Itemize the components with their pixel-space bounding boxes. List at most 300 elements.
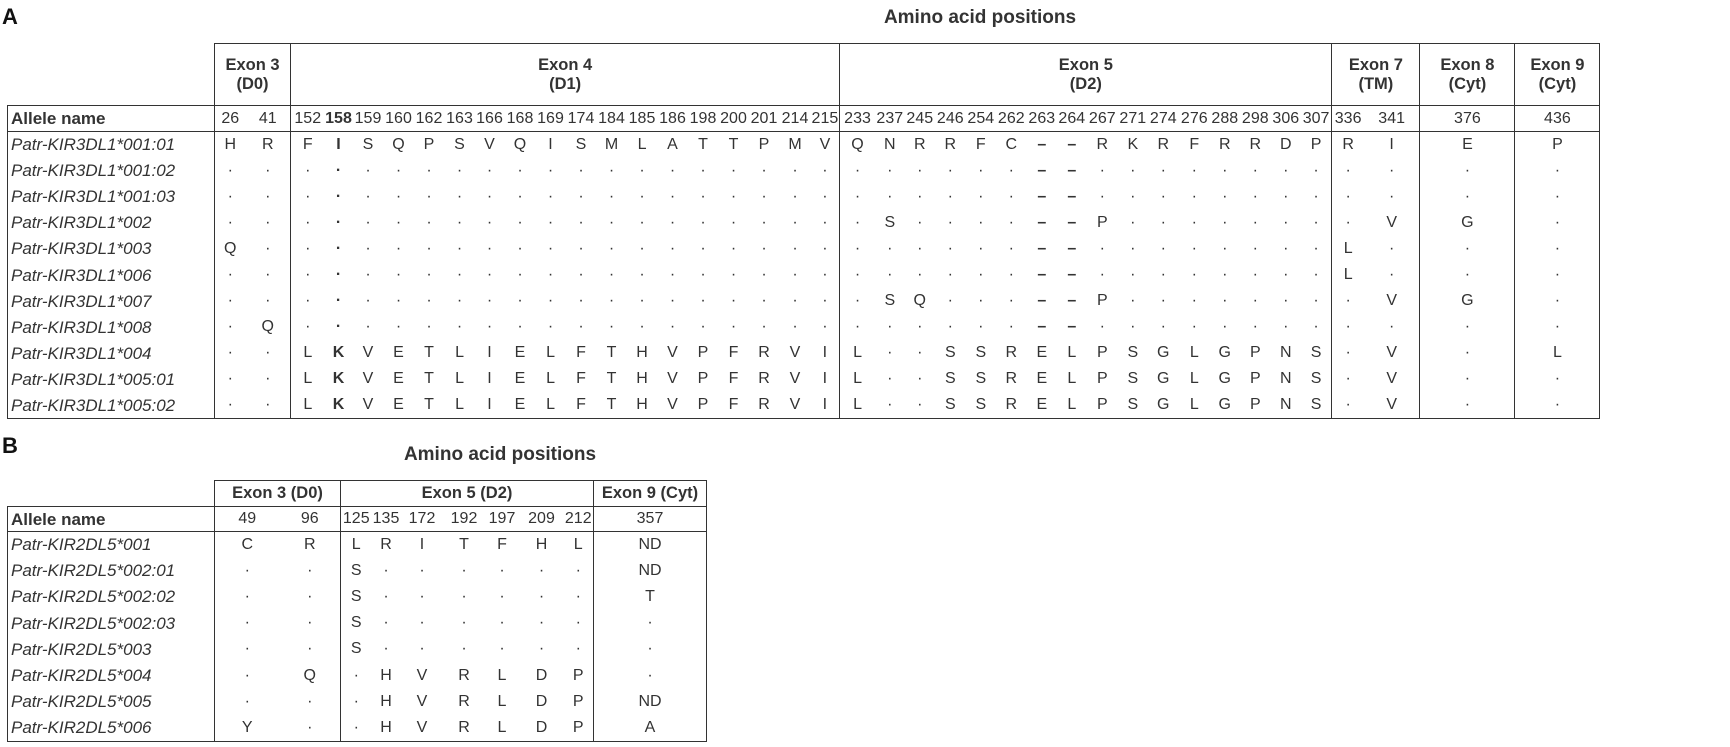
- residue-436: ·: [1515, 366, 1600, 392]
- residue-198: P: [697, 344, 709, 362]
- residue-168: ·: [517, 213, 523, 231]
- position-271: 271: [1118, 106, 1148, 132]
- residue-306: D: [1271, 132, 1301, 158]
- residue-174: ·: [578, 161, 584, 179]
- position-200: 200: [719, 106, 749, 132]
- residue-125: ·: [341, 715, 372, 741]
- residue-214: ·: [792, 239, 798, 257]
- position-262: 262: [996, 106, 1027, 132]
- allele-name: Patr-KIR2DL5*002:01: [8, 558, 215, 584]
- residue-288: ·: [1222, 213, 1228, 231]
- residue-186: ·: [669, 292, 676, 310]
- residue-436: L: [1515, 340, 1600, 366]
- allele-row: [8, 314, 1600, 340]
- residue-159: ·: [365, 318, 371, 336]
- residue-254: S: [966, 392, 996, 418]
- residue-376: ·: [1420, 184, 1515, 210]
- residue-436: ·: [1515, 392, 1600, 418]
- position-169: 169: [536, 106, 566, 132]
- residue-185: H: [636, 370, 648, 388]
- residue-159: ·: [365, 213, 371, 231]
- residue-306: ·: [1283, 292, 1289, 310]
- residue-267: ·: [1099, 239, 1105, 257]
- residue-436: ·: [1515, 288, 1600, 314]
- residue-233: ·: [840, 262, 875, 288]
- residue-163: ·: [456, 239, 463, 257]
- residue-336: R: [1332, 132, 1364, 158]
- residue-158: K: [325, 392, 353, 418]
- residue-201: R: [758, 344, 770, 362]
- residue-174: ·: [578, 318, 584, 336]
- residue-174: F: [576, 344, 586, 362]
- residue-264: –: [1067, 239, 1077, 257]
- residue-186: V: [658, 392, 688, 418]
- residue-192: R: [458, 692, 470, 710]
- residue-135: ·: [383, 587, 389, 605]
- residue-336: ·: [1332, 184, 1364, 210]
- residue-237: ·: [887, 239, 893, 257]
- position-192: 192: [444, 507, 485, 532]
- residue-168: ·: [517, 292, 523, 310]
- residue-162: ·: [426, 318, 432, 336]
- residue-201: ·: [761, 239, 767, 257]
- residue-160: E: [393, 370, 404, 388]
- residue-214: M: [780, 132, 811, 158]
- residue-336: ·: [1332, 314, 1364, 340]
- residue-174: S: [566, 132, 597, 158]
- residue-233: ·: [840, 210, 875, 236]
- residue-172: ·: [419, 587, 425, 605]
- residue-274: ·: [1160, 161, 1166, 179]
- residue-267: ·: [1099, 318, 1105, 336]
- residue-186: ·: [669, 213, 676, 231]
- exon-domain: (D2): [1069, 74, 1102, 93]
- residue-237: ·: [875, 392, 905, 418]
- residue-215: ·: [822, 187, 828, 205]
- allele-name: Patr-KIR2DL5*001: [8, 532, 215, 558]
- residue-192: T: [444, 532, 485, 558]
- residue-174: ·: [578, 213, 584, 231]
- residue-267: P: [1096, 213, 1108, 231]
- allele-name: Patr-KIR3DL1*004: [8, 340, 215, 366]
- residue-135: ·: [383, 561, 389, 579]
- residue-271: ·: [1130, 318, 1136, 336]
- residue-169: ·: [547, 187, 554, 205]
- position-237: 237: [875, 106, 905, 132]
- residue-233: ·: [840, 184, 875, 210]
- allele-row: [8, 689, 707, 715]
- residue-276: L: [1189, 344, 1199, 362]
- residue-274: G: [1157, 344, 1170, 362]
- residue-436: ·: [1515, 314, 1600, 340]
- residue-245: ·: [917, 344, 923, 362]
- residue-197: ·: [499, 587, 505, 605]
- allele-name: Patr-KIR3DL1*005:02: [8, 392, 215, 418]
- residue-288: ·: [1222, 266, 1228, 284]
- residue-186: A: [658, 132, 688, 158]
- residue-262: R: [1005, 370, 1018, 388]
- residue-185: ·: [639, 239, 645, 257]
- residue-336: L: [1332, 236, 1364, 262]
- residue-271: K: [1118, 132, 1148, 158]
- residue-166: ·: [486, 213, 493, 231]
- residue-198: ·: [700, 318, 706, 336]
- residue-245: ·: [917, 239, 923, 257]
- residue-169: L: [546, 370, 555, 388]
- position-186: 186: [658, 106, 688, 132]
- residue-341: V: [1386, 344, 1397, 362]
- residue-174: ·: [578, 187, 584, 205]
- residue-159: V: [353, 392, 384, 418]
- residue-306: N: [1280, 344, 1292, 362]
- exon-domain: (Cyt): [1448, 74, 1487, 93]
- residue-163: L: [445, 392, 475, 418]
- residue-135: ·: [383, 614, 389, 632]
- residue-197: ·: [499, 561, 505, 579]
- residue-264: L: [1067, 344, 1077, 362]
- residue-215: I: [811, 392, 840, 418]
- residue-41: ·: [265, 187, 271, 205]
- residue-215: ·: [822, 161, 828, 179]
- residue-163: ·: [456, 318, 463, 336]
- residue-264: –: [1067, 318, 1077, 336]
- residue-336: L: [1332, 262, 1364, 288]
- position-215: 215: [811, 106, 840, 132]
- residue-159: V: [362, 344, 374, 362]
- residue-215: I: [822, 344, 828, 362]
- residue-262: ·: [1008, 239, 1014, 257]
- position-264: 264: [1057, 106, 1087, 132]
- residue-169: L: [546, 344, 555, 362]
- position-376: 376: [1420, 106, 1515, 132]
- residue-198: ·: [700, 187, 706, 205]
- exon-header: [1420, 44, 1515, 106]
- residue-174: ·: [578, 239, 584, 257]
- allele-row: [8, 366, 1600, 392]
- panel-a-label: A: [2, 4, 18, 29]
- residue-198: ·: [700, 213, 706, 231]
- residue-185: ·: [639, 213, 645, 231]
- residue-288: R: [1210, 132, 1240, 158]
- residue-214: V: [780, 392, 811, 418]
- residue-246: ·: [947, 266, 953, 284]
- residue-184: T: [597, 392, 627, 418]
- residue-376: G: [1420, 288, 1515, 314]
- residue-162: ·: [426, 239, 432, 257]
- residue-341: ·: [1388, 318, 1395, 336]
- residue-41: ·: [265, 239, 271, 257]
- position-163: 163: [445, 106, 475, 132]
- residue-254: ·: [978, 266, 984, 284]
- residue-172: I: [401, 532, 444, 558]
- residue-168: Q: [505, 132, 536, 158]
- residue-215: V: [811, 132, 840, 158]
- residue-168: E: [514, 370, 526, 388]
- residue-264: L: [1057, 392, 1087, 418]
- residue-158: ·: [335, 318, 342, 336]
- residue-162: ·: [426, 161, 432, 179]
- residue-26: ·: [215, 158, 246, 184]
- residue-436: ·: [1515, 158, 1600, 184]
- residue-263: E: [1036, 370, 1048, 388]
- residue-160: ·: [395, 266, 402, 284]
- exon-header: [291, 44, 840, 106]
- residue-186: ·: [669, 187, 676, 205]
- residue-267: P: [1096, 344, 1108, 362]
- residue-166: ·: [486, 266, 493, 284]
- allele-name: Patr-KIR3DL1*002: [8, 210, 215, 236]
- position-233: 233: [840, 106, 875, 132]
- residue-163: ·: [456, 292, 463, 310]
- residue-26: ·: [215, 340, 246, 366]
- residue-237: ·: [887, 318, 893, 336]
- residue-209: D: [535, 692, 548, 710]
- residue-197: F: [485, 532, 520, 558]
- residue-162: T: [424, 344, 434, 362]
- residue-264: –: [1067, 187, 1077, 205]
- residue-169: ·: [547, 266, 554, 284]
- residue-264: –: [1067, 266, 1077, 284]
- residue-215: ·: [822, 266, 828, 284]
- residue-263: E: [1036, 344, 1048, 362]
- residue-307: S: [1301, 392, 1332, 418]
- residue-168: ·: [517, 239, 523, 257]
- residue-201: R: [758, 370, 770, 388]
- residue-214: ·: [792, 187, 798, 205]
- residue-307: S: [1310, 370, 1322, 388]
- residue-306: ·: [1283, 266, 1289, 284]
- header-blank: [8, 481, 215, 507]
- position-184: 184: [597, 106, 627, 132]
- residue-198: ·: [700, 161, 706, 179]
- residue-298: P: [1240, 392, 1271, 418]
- position-298: 298: [1240, 106, 1271, 132]
- residue-184: ·: [608, 239, 615, 257]
- position-135: 135: [372, 507, 401, 532]
- residue-298: R: [1240, 132, 1271, 158]
- allele-row: [8, 558, 707, 584]
- residue-214: ·: [792, 213, 798, 231]
- residue-276: ·: [1191, 266, 1197, 284]
- exon-domain: (TM): [1358, 74, 1394, 93]
- residue-245: ·: [917, 318, 923, 336]
- residue-174: ·: [578, 266, 584, 284]
- residue-233: L: [840, 392, 875, 418]
- residue-215: ·: [822, 239, 828, 257]
- allele-name: Patr-KIR3DL1*008: [8, 314, 215, 340]
- residue-274: ·: [1160, 266, 1166, 284]
- residue-276: ·: [1191, 187, 1197, 205]
- residue-336: ·: [1332, 158, 1364, 184]
- residue-298: ·: [1252, 318, 1258, 336]
- residue-49: ·: [215, 558, 280, 584]
- residue-49: ·: [215, 689, 280, 715]
- residue-166: ·: [486, 318, 493, 336]
- residue-376: ·: [1420, 314, 1515, 340]
- position-125: 125: [341, 507, 372, 532]
- residue-298: ·: [1252, 292, 1258, 310]
- residue-271: S: [1118, 392, 1148, 418]
- exon-header: [594, 481, 707, 507]
- residue-200: ·: [730, 292, 737, 310]
- residue-125: ·: [341, 662, 372, 688]
- allele-name: Patr-KIR3DL1*003: [8, 236, 215, 262]
- residue-262: R: [1005, 344, 1018, 362]
- residue-192: ·: [461, 587, 467, 605]
- exon-header: [341, 481, 594, 507]
- residue-192: ·: [461, 640, 467, 658]
- residue-166: ·: [486, 161, 493, 179]
- residue-158: ·: [335, 213, 342, 231]
- residue-198: ·: [700, 266, 706, 284]
- residue-152: ·: [291, 314, 325, 340]
- residue-201: ·: [761, 318, 767, 336]
- residue-307: ·: [1313, 213, 1319, 231]
- residue-201: ·: [761, 213, 767, 231]
- allele-name: Patr-KIR3DL1*005:01: [8, 366, 215, 392]
- residue-197: L: [497, 692, 507, 710]
- residue-254: S: [975, 370, 987, 388]
- exon-header: [1515, 44, 1600, 106]
- residue-276: ·: [1191, 292, 1197, 310]
- residue-288: G: [1218, 344, 1231, 362]
- residue-274: ·: [1160, 239, 1166, 257]
- residue-163: ·: [456, 161, 463, 179]
- exon-name: Exon 9: [1530, 55, 1585, 74]
- residue-271: ·: [1130, 266, 1136, 284]
- residue-125: S: [341, 610, 372, 636]
- residue-201: R: [749, 392, 780, 418]
- residue-41: ·: [265, 213, 271, 231]
- residue-159: ·: [365, 292, 371, 310]
- residue-152: L: [291, 366, 325, 392]
- residue-274: ·: [1160, 187, 1166, 205]
- residue-26: ·: [215, 392, 246, 418]
- residue-246: ·: [947, 213, 953, 231]
- residue-264: –: [1067, 161, 1077, 179]
- residue-267: ·: [1099, 187, 1105, 205]
- residue-186: V: [667, 344, 678, 362]
- residue-274: G: [1148, 392, 1179, 418]
- residue-336: ·: [1332, 366, 1364, 392]
- allele-row: [8, 610, 707, 636]
- residue-197: ·: [499, 614, 505, 632]
- exon-header: [215, 481, 341, 507]
- residue-159: V: [362, 370, 374, 388]
- residue-254: ·: [978, 213, 984, 231]
- residue-276: ·: [1191, 318, 1197, 336]
- residue-376: ·: [1420, 158, 1515, 184]
- residue-376: ·: [1420, 340, 1515, 366]
- exon-name: Exon 3: [225, 55, 280, 74]
- residue-264: –: [1067, 292, 1077, 310]
- residue-436: ·: [1515, 236, 1600, 262]
- residue-267: R: [1087, 132, 1118, 158]
- residue-263: –: [1037, 266, 1047, 284]
- residue-152: L: [291, 392, 325, 418]
- residue-246: S: [935, 392, 966, 418]
- residue-209: ·: [538, 587, 545, 605]
- residue-267: ·: [1099, 266, 1105, 284]
- residue-263: –: [1037, 318, 1047, 336]
- residue-264: –: [1057, 132, 1087, 158]
- allele-row: [8, 340, 1600, 366]
- residue-263: –: [1037, 161, 1047, 179]
- residue-262: ·: [1008, 292, 1014, 310]
- residue-160: ·: [395, 292, 402, 310]
- residue-288: ·: [1222, 318, 1228, 336]
- panel-b-table: [7, 480, 707, 742]
- residue-168: ·: [517, 318, 523, 336]
- position-254: 254: [966, 106, 996, 132]
- position-159: 159: [353, 106, 384, 132]
- residue-162: T: [414, 392, 445, 418]
- allele-name: Patr-KIR2DL5*002:03: [8, 610, 215, 636]
- residue-168: ·: [517, 266, 523, 284]
- residue-96: ·: [307, 587, 313, 605]
- position-152: 152: [291, 106, 325, 132]
- residue-245: ·: [917, 161, 923, 179]
- position-158: 158: [325, 106, 353, 132]
- residue-267: P: [1096, 292, 1108, 310]
- residue-168: ·: [517, 187, 523, 205]
- residue-49: ·: [215, 636, 280, 662]
- residue-307: ·: [1313, 292, 1319, 310]
- residue-254: F: [966, 132, 996, 158]
- position-263: 263: [1027, 106, 1057, 132]
- residue-158: ·: [335, 239, 342, 257]
- allele-row: [8, 132, 1600, 158]
- residue-152: L: [291, 340, 325, 366]
- residue-357: ·: [594, 610, 707, 636]
- residue-212: ·: [575, 561, 581, 579]
- residue-169: ·: [547, 318, 554, 336]
- residue-233: ·: [840, 236, 875, 262]
- residue-168: E: [514, 344, 526, 362]
- position-166: 166: [475, 106, 505, 132]
- residue-198: ·: [700, 239, 706, 257]
- panel-b-title: Amino acid positions: [403, 444, 597, 465]
- residue-26: ·: [215, 262, 246, 288]
- residue-237: ·: [887, 370, 893, 388]
- residue-376: ·: [1420, 262, 1515, 288]
- residue-254: ·: [978, 239, 984, 257]
- residue-214: ·: [792, 266, 798, 284]
- residue-184: ·: [608, 161, 615, 179]
- residue-215: ·: [822, 213, 828, 231]
- residue-152: ·: [291, 210, 325, 236]
- residue-26: ·: [215, 288, 246, 314]
- position-245: 245: [905, 106, 935, 132]
- allele-row: [8, 662, 707, 688]
- residue-262: ·: [1008, 318, 1014, 336]
- residue-172: V: [401, 715, 444, 741]
- residue-197: ·: [499, 640, 505, 658]
- residue-41: ·: [265, 266, 271, 284]
- residue-168: ·: [517, 161, 523, 179]
- residue-298: ·: [1252, 266, 1258, 284]
- residue-41: ·: [246, 392, 291, 418]
- residue-212: P: [572, 692, 584, 710]
- residue-163: ·: [456, 266, 463, 284]
- residue-357: T: [594, 584, 707, 610]
- residue-306: ·: [1283, 318, 1289, 336]
- residue-341: ·: [1388, 187, 1395, 205]
- residue-288: ·: [1222, 239, 1228, 257]
- allele-row: [8, 636, 707, 662]
- residue-162: ·: [426, 187, 432, 205]
- residue-96: ·: [307, 561, 313, 579]
